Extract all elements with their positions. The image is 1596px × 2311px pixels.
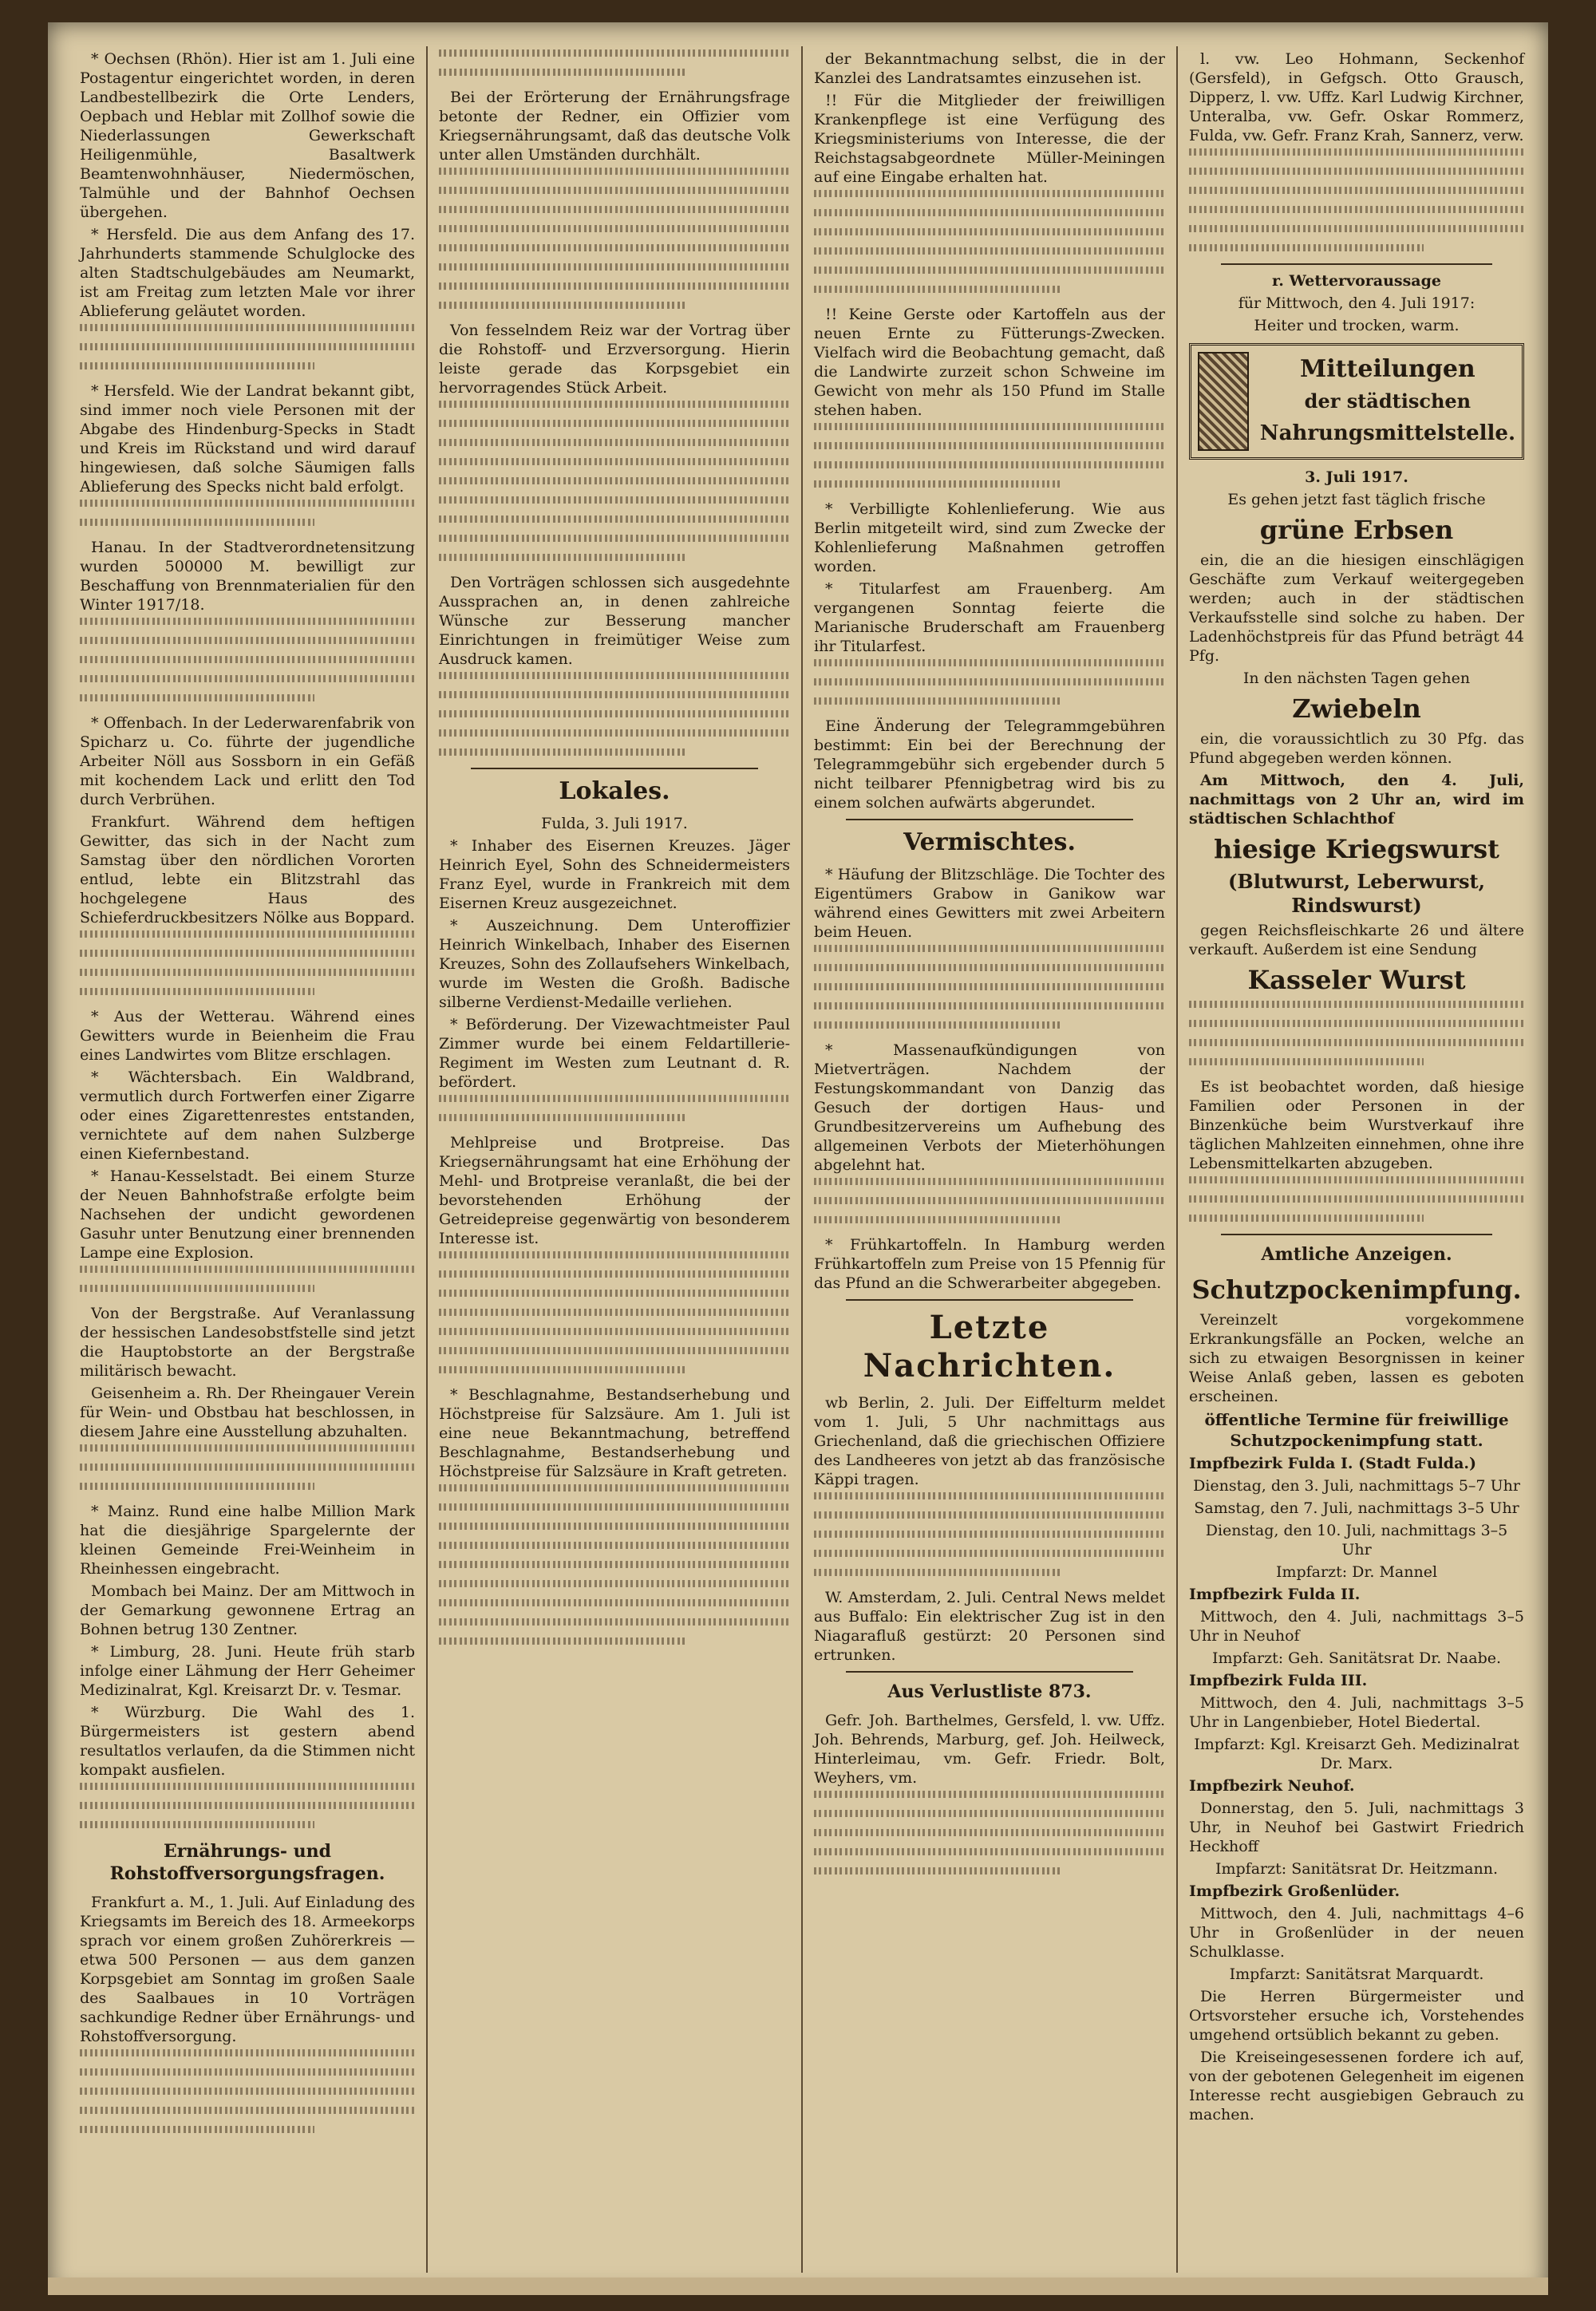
text-lines (439, 1484, 790, 1645)
impf-date: Dienstag, den 3. Juli, nachmittags 5–7 Uhr (1193, 1477, 1520, 1495)
section-heading: Lokales. (559, 777, 670, 805)
notice-subheadline: (Blutwurst, Leberwurst, Rindswurst) (1228, 870, 1485, 917)
notice-text: gegen Reichsfleischkarte 26 und ältere verkauft. Außerdem ist eine Sendung (1189, 922, 1524, 958)
article: * Hanau-Kesselstadt. Bei einem Sturze der Neuen Bahnhofstraße erfolgte beim Nachsehen der undicht gewordenen Gasuhr unter Benutzung einer brennenden Lampe eine Explosion. (80, 1167, 415, 1262)
notice-text: Vereinzelt vorgekommene Erkrankungsfälle an Pocken, welche an sich zu etwaigen Besorgnissen in keiner Weise Anlaß geben, lassen es geboten erscheinen. (1189, 1311, 1524, 1405)
article: * Inhaber des Eisernen Kreuzes. Jäger Heinrich Eyel, Sohn des Schneidermeisters Franz Eyel, wurde in Frankreich mit dem Eisernen Kreuz ausgezeichnet. (439, 837, 790, 912)
impf-date: Mittwoch, den 4. Juli, nachmittags 4–6 Uhr in Großenlüder in der neuen Schulklasse. (1189, 1905, 1524, 1961)
text-lines (1189, 1176, 1524, 1222)
article: * Häufung der Blitzschläge. Die Tochter des Eigentümers Grabow in Ganikow war während eines Gewitters mit zwei Arbeitern beim Heuen. (814, 866, 1165, 941)
weather-title: r. Wettervoraussage (1272, 272, 1441, 290)
impf-date: Mittwoch, den 4. Juli, nachmittags 3–5 Uhr in Neuhof (1189, 1608, 1524, 1645)
divider (1221, 1234, 1492, 1235)
impf-date: Dienstag, den 10. Juli, nachmittags 3–5 Uhr (1205, 1522, 1508, 1558)
impf-doctor: Impfarzt: Geh. Sanitätsrat Dr. Naabe. (1211, 1649, 1502, 1667)
text-lines (80, 2049, 415, 2133)
article: * Titularfest am Frauenberg. Am vergangenen Sonntag feierte die Marianische Bruderschaft am Frauenberg ihr Titularfest. (814, 580, 1165, 655)
notice-headline: Zwiebeln (1292, 693, 1421, 724)
impf-doctor: Impfarzt: Sanitätsrat Marquardt. (1229, 1965, 1484, 1983)
article: * Limburg, 28. Juni. Heute früh starb infolge einer Lähmung der Herr Geheimer Medizinalrat, Kgl. Kreisarzt Dr. v. Tesmar. (80, 1643, 415, 1699)
section-heading: Letzte Nachrichten. (863, 1309, 1116, 1385)
notice-text: In den nächsten Tagen gehen (1242, 670, 1471, 687)
text-lines (80, 618, 415, 701)
text-lines (80, 1266, 415, 1292)
article: * Wächtersbach. Ein Waldbrand, vermutlich durch Fortwerfen einer Zigarre oder eines Zigarettenrestes entstanden, vernichtete auf dem nahen Sulzberge einen Kiefernbestand. (80, 1069, 415, 1163)
notice-headline: grüne Erbsen (1259, 515, 1454, 545)
divider (1221, 263, 1492, 265)
article: * Massenaufkündigungen von Mietverträgen. Nachdem der Festungskommandant von Danzig das Gesuch der dortigen Haus- und Grundbesitzervereins um Aufhebung des allgemeinen Verbots der Mieterhöhungen abgelehnt hat. (814, 1041, 1165, 1174)
column-4 (1189, 49, 1524, 2127)
article: Den Vorträgen schlossen sich ausgedehnte Aussprachen an, in denen zahlreiche Wünsche zur Besserung mancher Einrichtungen in freimütiger Weise zum Ausdruck kamen. (439, 574, 790, 668)
article: * Oechsen (Rhön). Hier ist am 1. Juli eine Postagentur eingerichtet worden, in deren Landbestellbezirk die Orte Lenders, Oepbach und Heblar mit Zollhof sowie die Niederlassungen Gewerkschaft Heiligenmühle, Basaltwerk Beamtenwohnhäuser, Niedermöschen, Talmühle und der Bahnhof Oechsen übergehen. (80, 50, 415, 221)
article: * Hersfeld. Wie der Landrat bekannt gibt, sind immer noch viele Personen mit der Abgabe des Hindenburg-Specks in Stadt und Kreis im Rückstand und wird darauf hingewiesen, daß solche Säumigen falls Ablieferung des Specks nicht bald erfolgt. (80, 382, 415, 496)
notice-box (1189, 343, 1524, 460)
text-lines (439, 401, 790, 561)
box-line: der städtischen (1304, 389, 1472, 413)
notice-headline: Kasseler Wurst (1247, 965, 1466, 995)
article: Bei der Erörterung der Ernährungsfrage betonte der Redner, ein Offizier vom Kriegsernährungsamt, daß das deutsche Volk unter allen Umständen durchhält. (439, 89, 790, 164)
section-heading: Vermischtes. (903, 828, 1076, 856)
weather-text: Heiter und trocken, warm. (1254, 317, 1460, 334)
text-lines (80, 930, 415, 995)
article: W. Amsterdam, 2. Juli. Central News meldet aus Buffalo: Ein elektrischer Zug ist in den Niagarafluß gestürzt: 20 Personen sind ertrunken. (814, 1589, 1165, 1664)
impf-district: Impfbezirk Fulda III. (1189, 1672, 1368, 1689)
article: Mombach bei Mainz. Der am Mittwoch in der Gemarkung gewonnene Ertrag an Bohnen betrug 130 Zentner. (80, 1582, 415, 1638)
article: * Aus der Wetterau. Während eines Gewitters wurde in Beienheim die Frau eines Landwirtes vom Blitze erschlagen. (80, 1008, 415, 1064)
notice-text: ein, die an die hiesigen einschlägigen Geschäfte zum Verkauf weitergegeben werden; auch in der städtischen Verkaufsstelle sind solche zu haben. Der Ladenhöchstpreis für das Pfund beträgt 44 Pfg. (1189, 551, 1524, 665)
divider (471, 768, 758, 769)
text-lines (814, 945, 1165, 1029)
article: Geisenheim a. Rh. Der Rheingauer Verein für Wein- und Obstbau hat beschlossen, in diesem Jahre eine Ausstellung abzuhalten. (80, 1385, 415, 1440)
column-3 (814, 49, 1165, 1886)
notice-date: 3. Juli 1917. (1305, 468, 1408, 486)
article: * Beförderung. Der Vizewachtmeister Paul Zimmer wurde bei einem Feldartillerie-Regiment im Westen zum Leutnant d. R. befördert. (439, 1016, 790, 1091)
section-heading: Aus Verlustliste 873. (887, 1681, 1092, 1702)
article: !! Für die Mitglieder der freiwilligen Krankenpflege ist eine Verfügung des Kriegsministeriums von Interesse, die der Reichstagsabgeordnete Müller-Meiningen auf eine Eingabe erhalten hat. (814, 92, 1165, 186)
notice-text: Es ist beobachtet worden, daß hiesige Familien oder Personen in der Binzenküche beim Wurstverkauf ihre täglichen Mahlzeiten einnehmen, ohne ihre Lebensmittelkarten abzugeben. (1189, 1078, 1524, 1172)
column-rule (1176, 46, 1178, 2273)
weather-date: für Mittwoch, den 4. Juli 1917: (1238, 294, 1476, 312)
text-lines (814, 423, 1165, 488)
newspaper-page (48, 22, 1548, 2295)
text-lines (439, 1095, 790, 1121)
article: * Hersfeld. Die aus dem Anfang des 17. Jahrhunderts stammende Schulglocke des alten Stadtschulgebäudes am Neumarkt, ist am Freitag zum letzten Male vor ihrer Ablieferung geläutet worden. (80, 226, 415, 320)
article: * Beschlagnahme, Bestandserhebung und Höchstpreise für Salzsäure. Am 1. Juli ist eine neue Bekanntmachung, betreffend Beschlagnahme, Bestandserhebung und Höchstpreise für Salzsäure in Kraft getreten. (439, 1386, 790, 1480)
column-rule (426, 46, 428, 2273)
dateline: Fulda, 3. Juli 1917. (541, 815, 688, 832)
impf-doctor: Impfarzt: Dr. Mannel (1275, 1563, 1438, 1581)
box-line: Mitteilungen (1300, 355, 1476, 383)
article: Von der Bergstraße. Auf Veranlassung der hessischen Landesobstfstelle sind jetzt die Hauptobstorte an der Bergstraße militärisch bewacht. (80, 1305, 415, 1380)
notice-headline: Schutzpockenimpfung. (1191, 1274, 1522, 1305)
text-lines (814, 659, 1165, 705)
text-lines (439, 168, 790, 309)
column-rule (801, 46, 803, 2273)
article: Gefr. Joh. Barthelmes, Gersfeld, l. vw. Uffz. Joh. Behrends, Marburg, gef. Joh. Heilweck, Hinterleimau, vm. Gefr. Friedr. Bolt, Weyhers, vm. (814, 1712, 1165, 1787)
column-1 (80, 49, 415, 2145)
impf-district: Impfbezirk Fulda I. (Stadt Fulda.) (1189, 1455, 1476, 1472)
article: Frankfurt. Während dem heftigen Gewitter, das sich in der Nacht zum Samstag über den nördlichen Vororten entlud, lebte ein Blitzstrahl das hochgelegene Haus des Schieferdruckbesitzers Nölke aus Boppard. (80, 813, 415, 926)
article: * Würzburg. Die Wahl des 1. Bürgermeisters ist gestern abend resultatlos verlaufen, da die Stimmen nicht kompakt ausfielen. (80, 1704, 415, 1779)
text-lines (80, 500, 415, 526)
impf-district: Impfbezirk Fulda II. (1189, 1586, 1361, 1603)
text-lines (80, 1444, 415, 1490)
article: der Bekanntmachung selbst, die in der Kanzlei des Landratsamtes einzusehen ist. (814, 50, 1165, 87)
article: * Mainz. Rund eine halbe Million Mark hat die diesjährige Spargelernte der kleinen Gemeinde Frei-Weinheim in Rheinhessen eingebracht. (80, 1503, 415, 1578)
section-heading: Amtliche Anzeigen. (1261, 1244, 1452, 1265)
text-lines (439, 672, 790, 756)
divider (846, 1299, 1133, 1301)
article: !! Keine Gerste oder Kartoffeln aus der neuen Ernte zu Fütterungs-Zwecken. Vielfach wird die Beobachtung gemacht, daß die Landwirte zurzeit schon Schweine im Gewicht von mehr als 150 Pfund im Stalle stehen haben. (814, 306, 1165, 419)
article: * Auszeichnung. Dem Unteroffizier Heinrich Winkelbach, Inhaber des Eisernen Kreuzes, Sohn des Zollaufsehers Winkelbach, wurde im Westen die Großh. Badische silberne Verdienst-Medaille verliehen. (439, 917, 790, 1011)
box-line: Nahrungsmittelstelle. (1259, 421, 1515, 445)
notice-text: Die Kreiseingesessenen fordere ich auf, von der gebotenen Gelegenheit im eigenen Interesse recht ausgiebigen Gebrauch zu machen. (1189, 2048, 1524, 2123)
article: Mehlpreise und Brotpreise. Das Kriegsernährungsamt hat eine Erhöhung der Mehl- und Brotpreise veranlaßt, die bei der bevorstehenden Erhöhung der Getreidepreise gegenwärtig von besonderem Interesse ist. (439, 1134, 790, 1247)
article: * Verbilligte Kohlenlieferung. Wie aus Berlin mitgeteilt wird, sind zum Zwecke der Kohlenlieferung Maßnahmen getroffen worden. (814, 500, 1165, 575)
impf-date: Mittwoch, den 4. Juli, nachmittags 3–5 Uhr in Langenbieber, Hotel Biedertal. (1189, 1694, 1524, 1731)
text-lines (439, 1251, 790, 1373)
notice-text: Am Mittwoch, den 4. Juli, nachmittags von 2 Uhr an, wird im städtischen Schlachthof (1189, 772, 1524, 828)
article: l. vw. Leo Hohmann, Seckenhof (Gersfeld), in Gefgsch. Otto Grausch, Dipperz, l. vw. Uffz. Karl Ludwig Kirchner, Unteralba, vw. Gefr. Oskar Rommerz, Fulda, vw. Gefr. Franz Krah, Sannerz, verw. (1189, 50, 1524, 144)
text-lines (814, 1178, 1165, 1223)
page-bottom-edge (48, 2277, 1548, 2295)
impf-doctor: Impfarzt: Sanitätsrat Dr. Heitzmann. (1215, 1860, 1498, 1878)
text-lines (80, 324, 415, 369)
text-lines (814, 1791, 1165, 1874)
text-lines (814, 1492, 1165, 1576)
article: * Offenbach. In der Lederwarenfabrik von Spicharz u. Co. führte der jugendliche Arbeiter Nöll aus Sossborn in ein Gefäß mit kochendem Lack und erlitt den Tod durch Verbrühen. (80, 714, 415, 808)
impf-doctor: Impfarzt: Kgl. Kreisarzt Geh. Medizinalrat Dr. Marx. (1194, 1736, 1519, 1772)
section-heading: Ernährungs- und Rohstoffversorgungsfragen. (109, 1841, 385, 1884)
divider (846, 1671, 1133, 1673)
article: wb Berlin, 2. Juli. Der Eiffelturm meldet vom 1. Juli, 5 Uhr nachmittags aus Griechenland, daß die griechischen Offiziere des Landheeres von jetzt ab das französische Käppi tragen. (814, 1394, 1165, 1488)
column-2 (439, 49, 790, 1657)
notice-subheadline: öffentliche Termine für freiwillige Schutzpockenimpfung statt. (1204, 1410, 1509, 1450)
city-crest-icon (1198, 352, 1249, 451)
notice-text: ein, die voraussichtlich zu 30 Pfg. das Pfund abgegeben werden können. (1189, 730, 1524, 767)
notice-headline: hiesige Kriegswurst (1214, 834, 1499, 864)
divider (846, 819, 1133, 820)
text-lines (1189, 1001, 1524, 1065)
text-lines (439, 49, 790, 76)
text-lines (80, 1783, 415, 1828)
text-lines (1189, 148, 1524, 251)
impf-district: Impfbezirk Neuhof. (1189, 1777, 1355, 1795)
article: Von fesselndem Reiz war der Vortrag über die Rohstoff- und Erzversorgung. Hierin leiste gerade das Korpsgebiet ein hervorragendes Stück Arbeit. (439, 322, 790, 397)
impf-date: Samstag, den 7. Juli, nachmittags 3–5 Uhr (1194, 1499, 1519, 1517)
article: Hanau. In der Stadtverordnetensitzung wurden 500000 M. bewilligt zur Beschaffung von Brennmaterialien für den Winter 1917/18. (80, 539, 415, 614)
notice-text: Die Herren Bürgermeister und Ortsvorsteher ersuche ich, Vorstehendes umgehend ortsüblich bekannt zu geben. (1189, 1988, 1524, 2044)
article: Frankfurt a. M., 1. Juli. Auf Einladung des Kriegsamts im Bereich des 18. Armeekorps sprach vor einem großen Zuhörerkreis — etwa 500 Personen — aus dem ganzen Korpsgebiet am Sonntag im großen Saale des Saalbaues in 10 Vorträgen sachkundige Redner über Ernährungs- und Rohstoffversorgung. (80, 1894, 415, 2045)
text-lines (814, 190, 1165, 293)
impf-district: Impfbezirk Großenlüder. (1189, 1882, 1400, 1900)
notice-text: Es gehen jetzt fast täglich frische (1227, 491, 1486, 508)
impf-date: Donnerstag, den 5. Juli, nachmittags 3 Uhr, in Neuhof bei Gastwirt Friedrich Heckhoff (1189, 1799, 1524, 1855)
article: Eine Änderung der Telegrammgebühren bestimmt: Ein bei der Berechnung der Telegrammgebühr sich ergebender durch 5 nicht teilbarer Pfennigbetrag wird bis zu einem solchen aufwärts abgerundet. (814, 717, 1165, 812)
article: * Frühkartoffeln. In Hamburg werden Frühkartoffeln zum Preise von 15 Pfennig für das Pfund an die Schwerarbeiter abgegeben. (814, 1236, 1165, 1292)
